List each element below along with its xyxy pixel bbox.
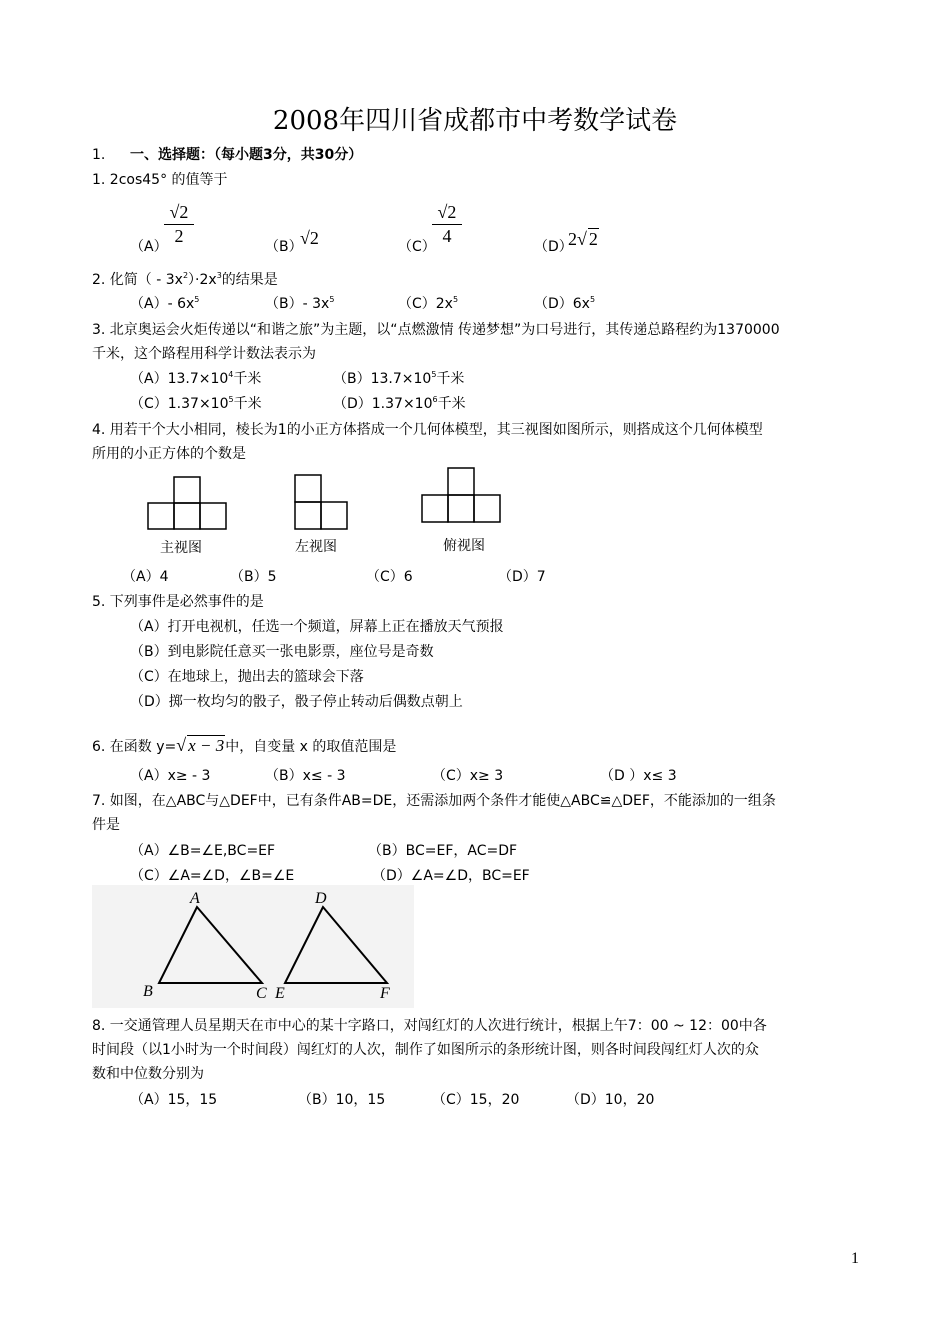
page-number: 1 [851,1250,859,1267]
q3-stem-line1: 3. 北京奥运会火炬传递以“和谐之旅”为主题，以“点燃激情 传递梦想”为口号进行，其传递总路程约为1370000 [92,322,780,338]
q3-option-d: $(D)1.37\times 10^6$千米 [333,395,466,412]
q5-option-a: （A）打开电视机，任选一个频道，屏幕上正在播放天气预报 [130,619,504,635]
triangles-figure [92,885,414,1008]
point-f-label: F [380,985,390,1002]
q4-stem-line1: 4. 用若干个大小相同，棱长为1的小正方体搭成一个几何体模型，其三视图如图所示，则搭成这个几何体模型 [92,422,763,438]
q8-stem-line1: 8. 一交通管理人员星期天在市中心的某十字路口，对闯红灯的人次进行统计，根据上午7：00 ~ 12：00中各 [92,1018,767,1034]
left-view-label: 左视图 [295,539,337,555]
q1-option-c-fraction [432,202,462,247]
q2-option-d: $(D)6x^5$ [534,295,596,312]
q6-stem: 6. 在函数 y=√ x − 3中，自变量 x 的取值范围是 [92,735,397,755]
q1-option-a-fraction [164,202,194,247]
q3-option-b: $(B)13.7\times 10^5$千米 [333,370,465,387]
q6-option-b: （B）x≤ - 3 [265,768,346,784]
q8-option-a: （A）15，15 [130,1092,218,1108]
q7-option-b: （B）BC=EF，AC=DF [368,843,518,859]
q1-option-c-label: （C） [398,239,436,255]
q4-stem-line2: 所用的小正方体的个数是 [92,446,246,462]
q4-option-a: （A）4 [122,569,169,585]
point-c-label: C [256,985,267,1002]
q8-stem-line2: 时间段（以1小时为一个时间段）闯红灯的人次，制作了如图所示的条形统计图，则各时间段闯红灯人次的众 [92,1042,759,1058]
q2-option-c: $(C)2x^5$ [398,295,459,312]
q8-option-d: （D）10，20 [566,1092,655,1108]
q1-option-a-label: （A） [130,239,168,255]
q7-option-a: （A）∠B=∠E,BC=EF [130,843,276,859]
q1-a-numerator: √2 [169,202,189,222]
q5-option-d: （D）掷一枚均匀的骰子，骰子停止转动后偶数点朝上 [130,694,463,710]
front-view-label: 主视图 [160,540,202,556]
triangle-def [285,907,387,983]
q8-option-b: （B）10，15 [298,1092,386,1108]
q1-c-denominator: 4 [442,226,452,246]
top-view-drawing [422,468,500,522]
front-view-drawing [148,477,226,529]
q6-option-a: （A）x≥ - 3 [130,768,211,784]
q2-stem: 2. 化简（ - $3x^2)\cdot 2x^3$的结果是 [92,271,278,288]
top-view-label: 俯视图 [443,538,485,554]
q3-option-c: $(C)1.37\times 10^5$千米 [130,395,262,412]
page-title: 2008年四川省成都市中考数学试卷 [272,106,678,136]
left-view-drawing [295,475,347,529]
q4-option-d: （D）7 [498,569,546,585]
q1-option-d-value: 2√ 2 [568,229,598,249]
triangle-abc [159,907,262,983]
q1-stem: 1. 2cos45° 的值等于 [92,172,228,188]
q1-option-d-label: （D） [534,239,573,255]
q1-a-denominator: 2 [174,226,184,246]
q4-option-b: （B）5 [230,569,277,585]
q6-option-d: （D ）x≤ 3 [600,768,677,784]
q1-option-b-label: （B） [265,239,303,255]
q5-option-b: （B）到电影院任意买一张电影票，座位号是奇数 [130,644,434,660]
q3-stem-line2: 千米，这个路程用科学计数法表示为 [92,346,316,362]
point-e-label: E [275,985,285,1002]
q8-stem-line3: 数和中位数分别为 [92,1066,204,1082]
q4-option-c: （C）6 [366,569,413,585]
point-b-label: B [143,983,153,1000]
q1-c-numerator: √2 [437,202,457,222]
section-number: 1. [92,147,106,163]
q5-option-c: （C）在地球上，抛出去的篮球会下落 [130,669,364,685]
q5-stem: 5. 下列事件是必然事件的是 [92,594,264,610]
q7-option-c: （C）∠A=∠D，∠B=∠E [130,868,295,884]
q7-stem-line1: 7. 如图，在△ABC与△DEF中，已有条件AB=DE，还需添加两个条件才能使△ABC≌△DEF，不能添加的一组条 [92,793,776,809]
q7-option-d: （D）∠A=∠D，BC=EF [372,868,530,884]
section-heading: 一、选择题：（每小题3分，共30分） [130,147,363,163]
q6-option-c: （C）x≥ 3 [432,768,504,784]
q2-option-b: （B）- $3x^5$ [265,295,335,312]
q7-stem-line2: 件是 [92,817,120,833]
q8-option-c: （C）15，20 [432,1092,520,1108]
q1-option-b-value: √2 [300,228,319,248]
point-d-label: D [315,890,327,907]
q3-option-a: $(A)13.7\times 10^4$千米 [130,370,262,387]
point-a-label: A [190,890,200,907]
q2-option-a: （A）- $6x^5$ [130,295,200,312]
